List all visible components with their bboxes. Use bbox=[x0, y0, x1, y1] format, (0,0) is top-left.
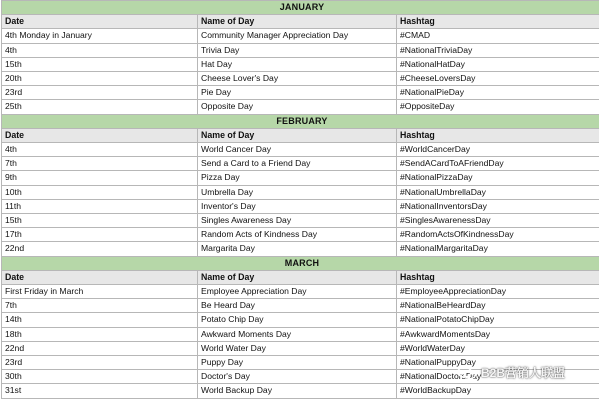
date-cell: 23rd bbox=[2, 356, 198, 370]
table-row bbox=[2, 171, 599, 185]
day-name-cell: Employee Appreciation Day bbox=[198, 285, 397, 299]
day-name-cell: Trivia Day bbox=[198, 43, 397, 57]
table-body bbox=[2, 1, 599, 399]
day-name-cell: Pie Day bbox=[198, 86, 397, 100]
date-cell: 22nd bbox=[2, 242, 198, 256]
table-row bbox=[2, 285, 599, 299]
hashtag-cell: #SinglesAwarenessDay bbox=[397, 214, 599, 228]
watermark-text: B2B营销人联盟 bbox=[481, 366, 566, 380]
day-name-cell: Random Acts of Kindness Day bbox=[198, 228, 397, 242]
table-row bbox=[2, 29, 599, 43]
day-name-cell: Pizza Day bbox=[198, 171, 397, 185]
hashtag-cell: #NationalPieDay bbox=[397, 86, 599, 100]
table-row bbox=[2, 199, 599, 213]
table-row bbox=[2, 72, 599, 86]
column-header-date: Date bbox=[2, 270, 198, 284]
month-title: MARCH bbox=[2, 256, 599, 270]
column-header-name: Name of Day bbox=[198, 270, 397, 284]
hashtag-cell: #NationalDoctorsDay bbox=[397, 370, 599, 384]
date-cell: 9th bbox=[2, 171, 198, 185]
hashtag-cell: #EmployeeAppreciationDay bbox=[397, 285, 599, 299]
date-cell: 11th bbox=[2, 199, 198, 213]
month-header-row bbox=[2, 114, 599, 128]
date-cell: 25th bbox=[2, 100, 198, 114]
hashtag-cell: #WorldBackupDay bbox=[397, 384, 599, 398]
holiday-calendar-table bbox=[1, 0, 599, 399]
date-cell: 4th Monday in January bbox=[2, 29, 198, 43]
hashtag-cell: #WorldWaterDay bbox=[397, 341, 599, 355]
table-row bbox=[2, 313, 599, 327]
hashtag-cell: #NationalTriviaDay bbox=[397, 43, 599, 57]
table-row bbox=[2, 185, 599, 199]
table-row bbox=[2, 341, 599, 355]
hashtag-cell: #CMAD bbox=[397, 29, 599, 43]
date-cell: 14th bbox=[2, 313, 198, 327]
day-name-cell: Cheese Lover's Day bbox=[198, 72, 397, 86]
column-header-row bbox=[2, 128, 599, 142]
date-cell: 22nd bbox=[2, 341, 198, 355]
column-header-row bbox=[2, 15, 599, 29]
wechat-icon bbox=[457, 366, 477, 380]
table-row bbox=[2, 43, 599, 57]
date-cell: 4th bbox=[2, 143, 198, 157]
date-cell: 15th bbox=[2, 214, 198, 228]
day-name-cell: Community Manager Appreciation Day bbox=[198, 29, 397, 43]
table-row bbox=[2, 86, 599, 100]
hashtag-cell: #AwkwardMomentsDay bbox=[397, 327, 599, 341]
day-name-cell: Doctor's Day bbox=[198, 370, 397, 384]
column-header-name: Name of Day bbox=[198, 128, 397, 142]
month-header-row bbox=[2, 1, 599, 15]
column-header-date: Date bbox=[2, 128, 198, 142]
day-name-cell: Send a Card to a Friend Day bbox=[198, 157, 397, 171]
table-row bbox=[2, 157, 599, 171]
day-name-cell: World Water Day bbox=[198, 341, 397, 355]
watermark bbox=[457, 364, 565, 381]
column-header-row bbox=[2, 270, 599, 284]
date-cell: 20th bbox=[2, 72, 198, 86]
hashtag-cell: #NationalInventorsDay bbox=[397, 199, 599, 213]
table-row bbox=[2, 143, 599, 157]
month-title: FEBRUARY bbox=[2, 114, 599, 128]
hashtag-cell: #NationalBeHeardDay bbox=[397, 299, 599, 313]
hashtag-cell: #RandomActsOfKindnessDay bbox=[397, 228, 599, 242]
day-name-cell: Puppy Day bbox=[198, 356, 397, 370]
date-cell: 15th bbox=[2, 57, 198, 71]
hashtag-cell: #NationalHatDay bbox=[397, 57, 599, 71]
hashtag-cell: #NationalPotatoChipDay bbox=[397, 313, 599, 327]
table-row bbox=[2, 384, 599, 398]
table-row bbox=[2, 242, 599, 256]
date-cell: 17th bbox=[2, 228, 198, 242]
day-name-cell: Singles Awareness Day bbox=[198, 214, 397, 228]
day-name-cell: World Cancer Day bbox=[198, 143, 397, 157]
day-name-cell: Potato Chip Day bbox=[198, 313, 397, 327]
table-row bbox=[2, 299, 599, 313]
date-cell: 7th bbox=[2, 157, 198, 171]
hashtag-cell: #NationalPizzaDay bbox=[397, 171, 599, 185]
date-cell: 7th bbox=[2, 299, 198, 313]
day-name-cell: World Backup Day bbox=[198, 384, 397, 398]
day-name-cell: Hat Day bbox=[198, 57, 397, 71]
hashtag-cell: #NationalPuppyDay bbox=[397, 356, 599, 370]
hashtag-cell: #NationalMargaritaDay bbox=[397, 242, 599, 256]
day-name-cell: Opposite Day bbox=[198, 100, 397, 114]
date-cell: First Friday in March bbox=[2, 285, 198, 299]
date-cell: 30th bbox=[2, 370, 198, 384]
date-cell: 23rd bbox=[2, 86, 198, 100]
date-cell: 18th bbox=[2, 327, 198, 341]
hashtag-cell: #NationalUmbrellaDay bbox=[397, 185, 599, 199]
table-row bbox=[2, 57, 599, 71]
table-row bbox=[2, 327, 599, 341]
date-cell: 10th bbox=[2, 185, 198, 199]
month-title: JANUARY bbox=[2, 1, 599, 15]
column-header-date: Date bbox=[2, 15, 198, 29]
table-row bbox=[2, 214, 599, 228]
day-name-cell: Be Heard Day bbox=[198, 299, 397, 313]
month-header-row bbox=[2, 256, 599, 270]
table-row bbox=[2, 100, 599, 114]
hashtag-cell: #CheeseLoversDay bbox=[397, 72, 599, 86]
day-name-cell: Awkward Moments Day bbox=[198, 327, 397, 341]
day-name-cell: Umbrella Day bbox=[198, 185, 397, 199]
day-name-cell: Margarita Day bbox=[198, 242, 397, 256]
table-row bbox=[2, 228, 599, 242]
hashtag-cell: #WorldCancerDay bbox=[397, 143, 599, 157]
column-header-hashtag: Hashtag bbox=[397, 15, 599, 29]
hashtag-cell: #SendACardToAFriendDay bbox=[397, 157, 599, 171]
date-cell: 31st bbox=[2, 384, 198, 398]
hashtag-cell: #OppositeDay bbox=[397, 100, 599, 114]
column-header-hashtag: Hashtag bbox=[397, 128, 599, 142]
day-name-cell: Inventor's Day bbox=[198, 199, 397, 213]
column-header-name: Name of Day bbox=[198, 15, 397, 29]
date-cell: 4th bbox=[2, 43, 198, 57]
column-header-hashtag: Hashtag bbox=[397, 270, 599, 284]
